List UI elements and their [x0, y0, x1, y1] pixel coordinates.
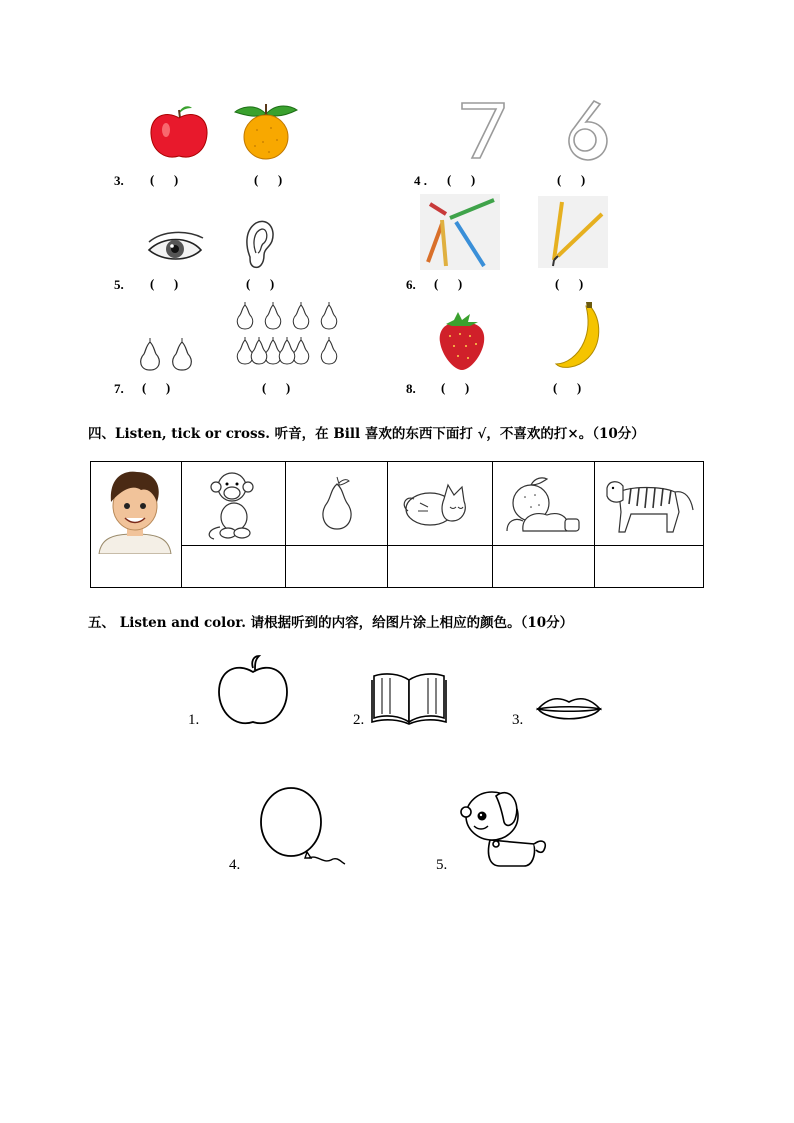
question-number: 6.: [406, 277, 416, 292]
answer-blank[interactable]: ( ): [553, 380, 582, 395]
number-seven-picture: [458, 100, 508, 160]
answer-blank[interactable]: ( ): [447, 172, 476, 187]
question-number: 8.: [406, 381, 416, 396]
answer-cell-fruit[interactable]: [492, 546, 595, 588]
color-item-number: 1.: [188, 712, 200, 728]
answer-cell-tiger[interactable]: [595, 546, 704, 588]
colored-pencils-picture: [420, 194, 500, 270]
color-item-number: 2.: [353, 712, 365, 728]
tick-cross-table: [90, 461, 704, 588]
yellow-pencils-picture: [538, 196, 608, 268]
answer-blank[interactable]: ( ): [262, 380, 291, 395]
answer-cell-pear[interactable]: [286, 546, 388, 588]
cat-picture: [400, 477, 480, 531]
pear-cell: [286, 462, 388, 546]
bill-portrait-cell: [91, 462, 182, 588]
answer-blank[interactable]: ( ): [150, 276, 179, 291]
section-five-title: 五、 Listen and color. 请根据听到的内容，给图片涂上相应的颜色。（10分）: [88, 615, 574, 631]
monkey-cell: [181, 462, 285, 546]
fruit-cell: [492, 462, 595, 546]
answer-cell-monkey[interactable]: [181, 546, 285, 588]
banana-picture: [552, 300, 608, 372]
answer-blank[interactable]: ( ): [254, 172, 283, 187]
section-four-title: 四、Listen, tick or cross. 听音，在 Bill 喜欢的东西下面打 √，不喜欢的打×。（10分）: [88, 426, 645, 442]
answer-blank[interactable]: ( ): [555, 276, 584, 291]
cat-cell: [387, 462, 492, 546]
number-six-picture: [560, 98, 610, 162]
answer-blank[interactable]: ( ): [246, 276, 275, 291]
answer-blank[interactable]: ( ): [142, 380, 171, 395]
bill-portrait: [91, 462, 179, 554]
question-number: 3.: [114, 173, 124, 188]
color-item-number: 5.: [436, 857, 448, 873]
tiger-picture: [601, 474, 697, 534]
apple-picture: [148, 104, 210, 160]
tiger-cell: [595, 462, 704, 546]
color-item-number: 4.: [229, 857, 241, 873]
answer-blank[interactable]: ( ): [441, 380, 470, 395]
strawberry-picture: [436, 310, 486, 372]
lips-outline-picture[interactable]: [536, 694, 602, 724]
monkey-picture: [204, 467, 264, 541]
question-number: 4 .: [414, 173, 427, 188]
book-outline-picture[interactable]: [370, 668, 448, 726]
puppy-outline-picture[interactable]: [456, 782, 550, 868]
color-item-number: 3.: [512, 712, 524, 728]
ten-pears-picture[interactable]: [232, 300, 352, 370]
question-number: 5.: [114, 277, 124, 292]
answer-blank[interactable]: ( ): [150, 172, 179, 187]
orange-picture: [233, 100, 299, 160]
fruits-picture: [501, 475, 585, 533]
balloon-outline-picture[interactable]: [255, 784, 351, 870]
answer-cell-cat[interactable]: [387, 546, 492, 588]
apple-outline-picture[interactable]: [215, 654, 291, 728]
answer-blank[interactable]: ( ): [557, 172, 586, 187]
answer-blank[interactable]: ( ): [434, 276, 463, 291]
question-number: 7.: [114, 381, 124, 396]
eye-picture: [145, 228, 205, 268]
two-pears-picture: [136, 338, 200, 372]
pear-picture: [317, 475, 357, 533]
ear-picture: [242, 217, 276, 271]
